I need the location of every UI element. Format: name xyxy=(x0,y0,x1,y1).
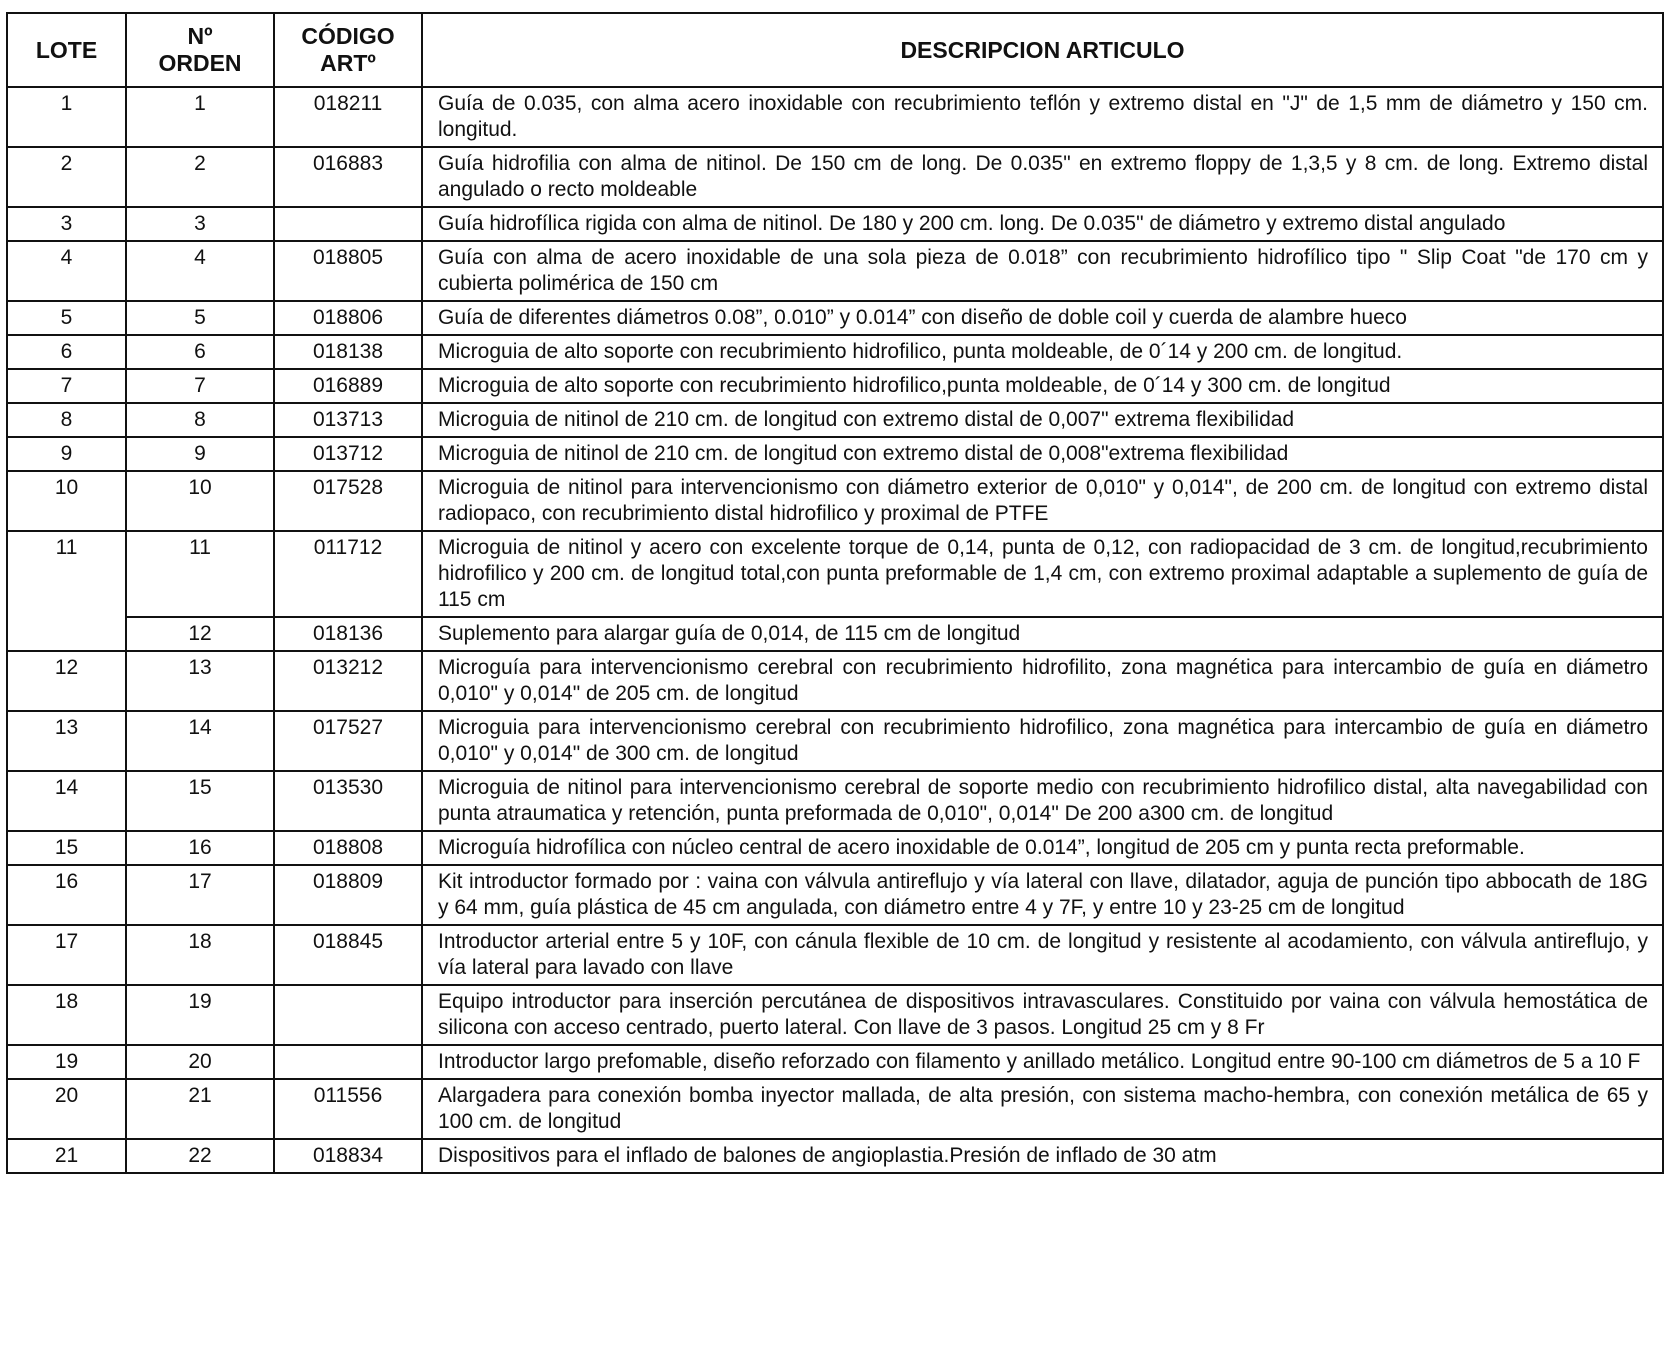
cell-descripcion: Dispositivos para el inflado de balones de angioplastia.Presión de inflado de 30 atm xyxy=(422,1139,1663,1173)
cell-codigo xyxy=(274,207,422,241)
table-row xyxy=(7,369,1663,403)
cell-descripcion: Microguía para intervencionismo cerebral con recubrimiento hidrofilito, zona magnética para intercambio de guía en diámetro 0,010" y 0,014" de 205 cm. de longitud xyxy=(422,651,1663,711)
cell-lote: 13 xyxy=(7,711,126,771)
cell-lote: 9 xyxy=(7,437,126,471)
cell-orden: 12 xyxy=(126,617,274,651)
cell-orden: 7 xyxy=(126,369,274,403)
cell-codigo: 018845 xyxy=(274,925,422,985)
cell-codigo: 018809 xyxy=(274,865,422,925)
header-descripcion: DESCRIPCION ARTICULO xyxy=(422,13,1663,87)
cell-codigo: 017527 xyxy=(274,711,422,771)
header-orden-line2: ORDEN xyxy=(158,50,242,76)
cell-codigo: 011712 xyxy=(274,531,422,617)
cell-codigo: 018136 xyxy=(274,617,422,651)
table-header xyxy=(7,13,1663,87)
cell-lote: 4 xyxy=(7,241,126,301)
table-row xyxy=(7,147,1663,207)
cell-descripcion: Microguia de nitinol de 210 cm. de longitud con extremo distal de 0,008"extrema flexibilidad xyxy=(422,437,1663,471)
table-row xyxy=(7,1139,1663,1173)
table-row xyxy=(7,985,1663,1045)
cell-lote: 11 xyxy=(7,531,126,651)
cell-orden: 2 xyxy=(126,147,274,207)
cell-lote: 21 xyxy=(7,1139,126,1173)
cell-descripcion: Guía con alma de acero inoxidable de una sola pieza de 0.018” con recubrimiento hidrofílico tipo " Slip Coat "de 170 cm y cubierta polimérica de 150 cm xyxy=(422,241,1663,301)
cell-descripcion: Microguia de alto soporte con recubrimiento hidrofilico, punta moldeable, de 0´14 y 200 cm. de longitud. xyxy=(422,335,1663,369)
cell-orden: 3 xyxy=(126,207,274,241)
table-row xyxy=(7,651,1663,711)
table-row xyxy=(7,925,1663,985)
articles-table xyxy=(6,12,1664,1174)
cell-descripcion: Introductor arterial entre 5 y 10F, con cánula flexible de 10 cm. de longitud y resistente al acodamiento, con válvula antireflujo, y vía lateral para lavado con llave xyxy=(422,925,1663,985)
table-row xyxy=(7,403,1663,437)
cell-lote: 18 xyxy=(7,985,126,1045)
cell-descripcion: Alargadera para conexión bomba inyector mallada, de alta presión, con sistema macho-hembra, con conexión metálica de 65 y 100 cm. de longitud xyxy=(422,1079,1663,1139)
table-body xyxy=(7,87,1663,1173)
cell-descripcion: Microguia de nitinol para intervencionismo con diámetro exterior de 0,010" y 0,014", de 200 cm. de longitud con extremo distal radiopaco, con recubrimiento distal hidrofilico y proximal de PTFE xyxy=(422,471,1663,531)
cell-orden: 4 xyxy=(126,241,274,301)
cell-descripcion: Microguia de nitinol de 210 cm. de longitud con extremo distal de 0,007" extrema flexibilidad xyxy=(422,403,1663,437)
cell-orden: 5 xyxy=(126,301,274,335)
cell-orden: 15 xyxy=(126,771,274,831)
header-orden-line1: Nº xyxy=(187,23,213,49)
cell-descripcion: Microguia de alto soporte con recubrimiento hidrofilico,punta moldeable, de 0´14 y 300 cm. de longitud xyxy=(422,369,1663,403)
table-row xyxy=(7,771,1663,831)
table-row xyxy=(7,437,1663,471)
table-row xyxy=(7,301,1663,335)
cell-orden: 18 xyxy=(126,925,274,985)
cell-descripcion: Microguía hidrofílica con núcleo central de acero inoxidable de 0.014”, longitud de 205 cm y punta recta preformable. xyxy=(422,831,1663,865)
cell-orden: 16 xyxy=(126,831,274,865)
cell-codigo xyxy=(274,1045,422,1079)
cell-lote: 16 xyxy=(7,865,126,925)
cell-codigo: 017528 xyxy=(274,471,422,531)
cell-codigo: 013712 xyxy=(274,437,422,471)
cell-codigo: 013530 xyxy=(274,771,422,831)
table-row xyxy=(7,471,1663,531)
cell-lote: 20 xyxy=(7,1079,126,1139)
cell-descripcion: Microguia de nitinol para intervencionismo cerebral de soporte medio con recubrimiento hidrofilico distal, alta navegabilidad con punta atraumatica y retención, punta preformada de 0,010", 0,014" De 200 a300 cm. de longitud xyxy=(422,771,1663,831)
cell-descripcion: Guía hidrofilia con alma de nitinol. De 150 cm de long. De 0.035" en extremo floppy de 1,3,5 y 8 cm. de long. Extremo distal angulado o recto moldeable xyxy=(422,147,1663,207)
cell-codigo: 013713 xyxy=(274,403,422,437)
cell-lote: 7 xyxy=(7,369,126,403)
cell-orden: 13 xyxy=(126,651,274,711)
cell-lote: 17 xyxy=(7,925,126,985)
cell-orden: 20 xyxy=(126,1045,274,1079)
header-lote: LOTE xyxy=(7,13,126,87)
cell-descripcion: Equipo introductor para inserción percutánea de dispositivos intravasculares. Constituido por vaina con válvula hemostática de silicona con acceso centrado, puerto lateral. Con llave de 3 pasos. Longitud 25 cm y 8 Fr xyxy=(422,985,1663,1045)
cell-descripcion: Kit introductor formado por : vaina con válvula antireflujo y vía lateral con llave, dilatador, aguja de punción tipo abbocath de 18G y 64 mm, guía plástica de 45 cm angulada, con diámetro entre 4 y 7F, y entre 10 y 23-25 cm de longitud xyxy=(422,865,1663,925)
table-row xyxy=(7,831,1663,865)
cell-descripcion: Suplemento para alargar guía de 0,014, de 115 cm de longitud xyxy=(422,617,1663,651)
table-row xyxy=(7,711,1663,771)
cell-descripcion: Guía hidrofílica rigida con alma de nitinol. De 180 y 200 cm. long. De 0.035" de diámetro y extremo distal angulado xyxy=(422,207,1663,241)
cell-descripcion: Introductor largo prefomable, diseño reforzado con filamento y anillado metálico. Longitud entre 90-100 cm diámetros de 5 a 10 F xyxy=(422,1045,1663,1079)
cell-lote: 5 xyxy=(7,301,126,335)
cell-orden: 22 xyxy=(126,1139,274,1173)
cell-lote: 8 xyxy=(7,403,126,437)
cell-lote: 15 xyxy=(7,831,126,865)
cell-orden: 8 xyxy=(126,403,274,437)
table-row xyxy=(7,87,1663,147)
cell-orden: 9 xyxy=(126,437,274,471)
table-row xyxy=(7,241,1663,301)
cell-descripcion: Microguia de nitinol y acero con excelente torque de 0,14, punta de 0,12, con radiopacidad de 3 cm. de longitud,recubrimiento hidrofilico y 200 cm. de longitud total,con punta preformable de 1,4 cm, con extremo proximal adaptable a suplemento de guía de 115 cm xyxy=(422,531,1663,617)
cell-lote: 19 xyxy=(7,1045,126,1079)
cell-codigo: 018806 xyxy=(274,301,422,335)
table-row xyxy=(7,865,1663,925)
header-codigo-line1: CÓDIGO xyxy=(301,23,395,49)
header-codigo-line2: ARTº xyxy=(320,50,376,76)
cell-lote: 12 xyxy=(7,651,126,711)
table-row xyxy=(7,207,1663,241)
header-codigo xyxy=(274,13,422,87)
cell-orden: 11 xyxy=(126,531,274,617)
cell-lote: 10 xyxy=(7,471,126,531)
table-row xyxy=(7,531,1663,617)
cell-codigo: 011556 xyxy=(274,1079,422,1139)
cell-lote: 1 xyxy=(7,87,126,147)
table-row xyxy=(7,1045,1663,1079)
cell-descripcion: Guía de diferentes diámetros 0.08”, 0.010” y 0.014” con diseño de doble coil y cuerda de alambre hueco xyxy=(422,301,1663,335)
cell-codigo xyxy=(274,985,422,1045)
table-row xyxy=(7,617,1663,651)
cell-codigo: 018808 xyxy=(274,831,422,865)
cell-codigo: 016883 xyxy=(274,147,422,207)
cell-lote: 3 xyxy=(7,207,126,241)
cell-codigo: 018805 xyxy=(274,241,422,301)
cell-orden: 21 xyxy=(126,1079,274,1139)
cell-codigo: 018834 xyxy=(274,1139,422,1173)
cell-orden: 6 xyxy=(126,335,274,369)
table-row xyxy=(7,1079,1663,1139)
cell-descripcion: Microguia para intervencionismo cerebral con recubrimiento hidrofilico, zona magnética para intercambio de guía en diámetro 0,010" y 0,014" de 300 cm. de longitud xyxy=(422,711,1663,771)
cell-orden: 19 xyxy=(126,985,274,1045)
cell-codigo: 018138 xyxy=(274,335,422,369)
cell-codigo: 016889 xyxy=(274,369,422,403)
cell-orden: 14 xyxy=(126,711,274,771)
header-row xyxy=(7,13,1663,87)
cell-lote: 6 xyxy=(7,335,126,369)
cell-descripcion: Guía de 0.035, con alma acero inoxidable con recubrimiento teflón y extremo distal en "J" de 1,5 mm de diámetro y 150 cm. longitud. xyxy=(422,87,1663,147)
cell-codigo: 018211 xyxy=(274,87,422,147)
cell-codigo: 013212 xyxy=(274,651,422,711)
cell-lote: 2 xyxy=(7,147,126,207)
cell-orden: 17 xyxy=(126,865,274,925)
cell-orden: 1 xyxy=(126,87,274,147)
cell-orden: 10 xyxy=(126,471,274,531)
table-row xyxy=(7,335,1663,369)
cell-lote: 14 xyxy=(7,771,126,831)
header-orden xyxy=(126,13,274,87)
